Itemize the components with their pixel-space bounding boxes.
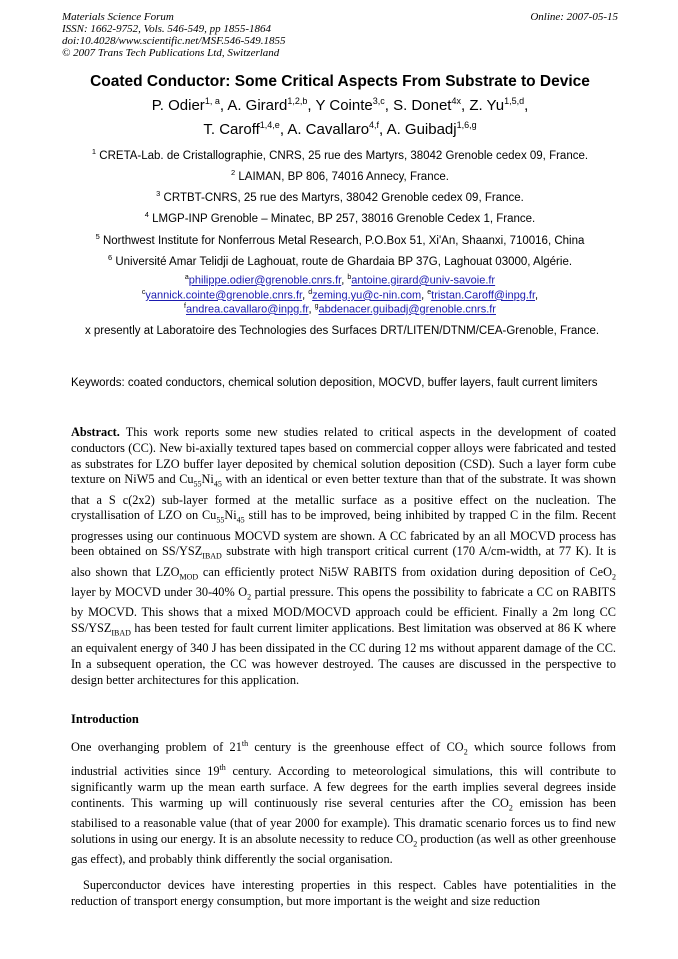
abstract-label: Abstract. xyxy=(71,425,120,439)
affiliation-sup: 5 xyxy=(95,232,100,241)
affiliation-1 xyxy=(62,147,618,162)
author-name: S. Donet xyxy=(393,97,452,114)
affiliation-4 xyxy=(62,210,618,225)
author-sup: 1, a xyxy=(204,96,220,106)
introduction-paragraph-1 xyxy=(71,736,616,868)
affiliation-text: CRETA-Lab. de Cristallographie, CNRS, 25 rue des Martyrs, 38042 Grenoble cedex 09, France. xyxy=(99,149,589,162)
subscript: 2 xyxy=(413,839,418,849)
author-sup: 1,4,e xyxy=(259,120,280,130)
email-line-1: $^a$philippe.odier@grenoble.cnrs.fr, $^b$antoine.girard@univ-savoie.fr xyxy=(184,274,496,287)
abstract-text: still has to be improved, being inhibited by trapped C in the film. Recent progresses using our continuous MOCVD system are shown. A CC fabricated by an all MOCVD process has been obtained on SS/YSZ xyxy=(71,508,616,559)
subscript: MOD xyxy=(179,572,199,582)
email-sup: d xyxy=(308,289,313,296)
abstract-text: partial pressure. This opens the possibility to fabricate a CC on RABITS by MOCVD. This shows that a mixed MOD/MOCVD approach could be efficient. Finally a 2m long CC SS/YSZ xyxy=(71,584,616,636)
author-line-2: T. Caroff$^{1,4,e}$, A. Cavallaro$^{4,f}$, A. Guibadj$^{1,6,g}$ xyxy=(203,120,477,138)
affiliation-text: LMGP-INP Grenoble – Minatec, BP 257, 38016 Grenoble Cedex 1, France. xyxy=(152,212,536,225)
affiliation-5 xyxy=(62,232,618,247)
email-sup: c xyxy=(141,289,146,296)
email-line-2: $^c$yannick.cointe@grenoble.cnrs.fr, $^d$zeming.yu@c-nin.com, $^e$tristan.Caroff@inpg.fr, xyxy=(141,289,539,302)
email-link[interactable]: andrea.cavallaro@inpg.fr xyxy=(185,303,309,316)
affiliation-sup: 2 xyxy=(231,168,236,177)
affiliation-sup: 4 xyxy=(144,210,149,219)
journal-header xyxy=(62,11,618,59)
affiliation-text: LAIMAN, BP 806, 74016 Annecy, France. xyxy=(238,170,449,183)
paper-title: Coated Conductor: Some Critical Aspects From Substrate to Device xyxy=(90,73,590,90)
author-sup: 1,5,d xyxy=(504,96,525,106)
author-sup: 4x xyxy=(451,96,461,106)
affiliation-6 xyxy=(62,253,618,268)
abstract-text: can efficiently protect Ni5W RABITS from oxidation during deposition of CeO xyxy=(198,564,612,579)
subscript: 55 xyxy=(193,479,202,489)
email-link[interactable]: yannick.cointe@grenoble.cnrs.fr xyxy=(145,289,303,302)
email-line-3: $^f$andrea.cavallaro@inpg.fr, $^g$abdenacer.guibadj@grenoble.cnrs.fr xyxy=(184,303,496,316)
affiliation-text: Université Amar Telidji de Laghouat, route de Ghardaia BP 37G, Laghouat 03000, Algérie. xyxy=(115,255,573,268)
online-date: Online: 2007-05-15 xyxy=(530,11,618,23)
email-sup: e xyxy=(427,289,432,296)
subscript: IBAD xyxy=(111,628,131,638)
keywords: Keywords: coated conductors, chemical solution deposition, MOCVD, buffer layers, fault current limiters xyxy=(71,377,598,389)
email-sup: b xyxy=(347,274,352,281)
abstract-text: layer by MOCVD under 30-40% O xyxy=(71,584,248,599)
introduction-heading: Introduction xyxy=(71,712,139,726)
introduction-paragraph-2: Superconductor devices have interesting properties in this respect. Cables have potentialities in the reduction of transport energy consumption, but more important is the weight and size reduction xyxy=(71,878,616,908)
intro-text: production (as well as other greenhouse gas effect), and probably think differently the social organisation. xyxy=(71,832,616,867)
intro-text: One overhanging problem of 21 xyxy=(71,740,242,755)
author-name: Y Cointe xyxy=(315,97,373,114)
affiliation-text: CRTBT-CNRS, 25 rue des Martyrs, 38042 Grenoble cedex 09, France. xyxy=(163,191,524,204)
email-link[interactable]: philippe.odier@grenoble.cnrs.fr xyxy=(188,274,342,287)
abstract-text: Ni xyxy=(201,472,214,487)
subscript: 45 xyxy=(236,515,245,525)
author-name: A. Cavallaro xyxy=(287,121,370,138)
abstract-text: Ni xyxy=(224,508,237,523)
email-sup: f xyxy=(184,303,186,310)
author-name: A. Guibadj xyxy=(386,121,457,138)
abstract-text: with an identical or even better texture than that of the substrate. It was shown that a S c(2x2) sub-layer formed at the metallic surface as a positive effect on the nucleation. The crystallisation of LZO on Cu xyxy=(71,472,616,523)
superscript: th xyxy=(219,763,226,773)
author-name: A. Girard xyxy=(227,97,288,114)
author-sup: 4,f xyxy=(369,120,380,130)
subscript: 2 xyxy=(508,803,513,813)
subscript: 45 xyxy=(213,479,222,489)
author-sup: 1,6,g xyxy=(456,120,477,130)
affiliation-3 xyxy=(62,189,618,204)
affiliation-sup: 1 xyxy=(91,147,97,156)
affiliation-sup: 6 xyxy=(107,253,113,262)
author-line-1: P. Odier$^{1, a}$, A. Girard$^{1,2,b}$, Y Cointe$^{3,c}$, S. Donet$^{4x}$, Z. Yu$^{1,5,d}$, xyxy=(151,96,529,114)
author-name: T. Caroff xyxy=(203,121,260,138)
email-link[interactable]: antoine.girard@univ-savoie.fr xyxy=(351,274,496,287)
abstract-text: This work reports some new studies related to critical aspects in the development of coated conductors (CC). New bi-axially textured tapes based on commercial copper alloys were fabricated and tested as substrates for LZO buffer layer deposited by chemical solution deposition (CSD). Such a layer form cube texture on NiW5 and Cu xyxy=(71,425,616,487)
author-sup: 3,c xyxy=(372,96,385,106)
affiliation-text: Northwest Institute for Nonferrous Metal Research, P.O.Box 51, Xi'An, Shaanxi, 710016, China xyxy=(102,234,585,247)
author-name: P. Odier xyxy=(151,97,205,114)
copyright-line: © 2007 Trans Tech Publications Ltd, Switzerland xyxy=(62,47,280,59)
author-sup: 1,2,b xyxy=(287,96,308,106)
subscript: 2 xyxy=(463,747,468,757)
issn-line: ISSN: 1662-9752, Vols. 546-549, pp 1855-1864 xyxy=(62,23,271,35)
subscript: 55 xyxy=(216,515,225,525)
abstract-text: substrate with high transport critical current (170 A/cm-width, at 77 K). It is also shown that LZO xyxy=(71,544,616,579)
email-link[interactable]: tristan.Caroff@inpg.fr xyxy=(431,289,536,302)
intro-text: century is the greenhouse effect of CO xyxy=(248,740,464,755)
affiliation-2 xyxy=(62,168,618,183)
superscript: th xyxy=(241,739,249,748)
affiliation-sup: 3 xyxy=(156,189,161,198)
author-name: Z. Yu xyxy=(469,97,505,114)
email-link[interactable]: abdenacer.guibadj@grenoble.cnrs.fr xyxy=(318,303,496,316)
subscript: 2 xyxy=(247,592,252,602)
abstract xyxy=(71,425,616,689)
abstract-text: has been tested for fault current limiter applications. Best limitation was observed at 86 K where an equivalent energy of 340 J has been dissipated in the CC during 12 ms without apparent damage of the CC. In a subsequent operation, the CC was however destroyed. The causes are discussed in the perspective to design better architectures for this application. xyxy=(71,621,616,687)
presently-note: x presently at Laboratoire des Technologies des Surfaces DRT/LITEN/DTNM/CEA-Grenoble, France. xyxy=(84,325,600,337)
email-sup: a xyxy=(184,274,189,281)
journal-name: Materials Science Forum xyxy=(62,11,174,23)
subscript: 2 xyxy=(611,572,616,582)
subscript: IBAD xyxy=(202,551,222,561)
intro-text: century. According to meteorological simulations, this will contribute to significantly warm up the mean earth surface. A few degrees for the earth implies several degrees inside continents. This warming up will continuously rise several centuries after the CO xyxy=(71,764,616,811)
intro-text: emission has been stabilised to a reasonable value (that of year 2000 for example). This dramatic scenario forces us to find new solutions in using our energy. It is an absolute necessity to reduce CO xyxy=(71,796,616,847)
email-link[interactable]: zeming.yu@c-nin.com xyxy=(312,289,422,302)
intro-text: which source follows from industrial activities since 19 xyxy=(71,740,616,779)
email-sup: g xyxy=(314,303,319,310)
doi-line: doi:10.4028/www.scientific.net/MSF.546-549.1855 xyxy=(62,35,286,47)
